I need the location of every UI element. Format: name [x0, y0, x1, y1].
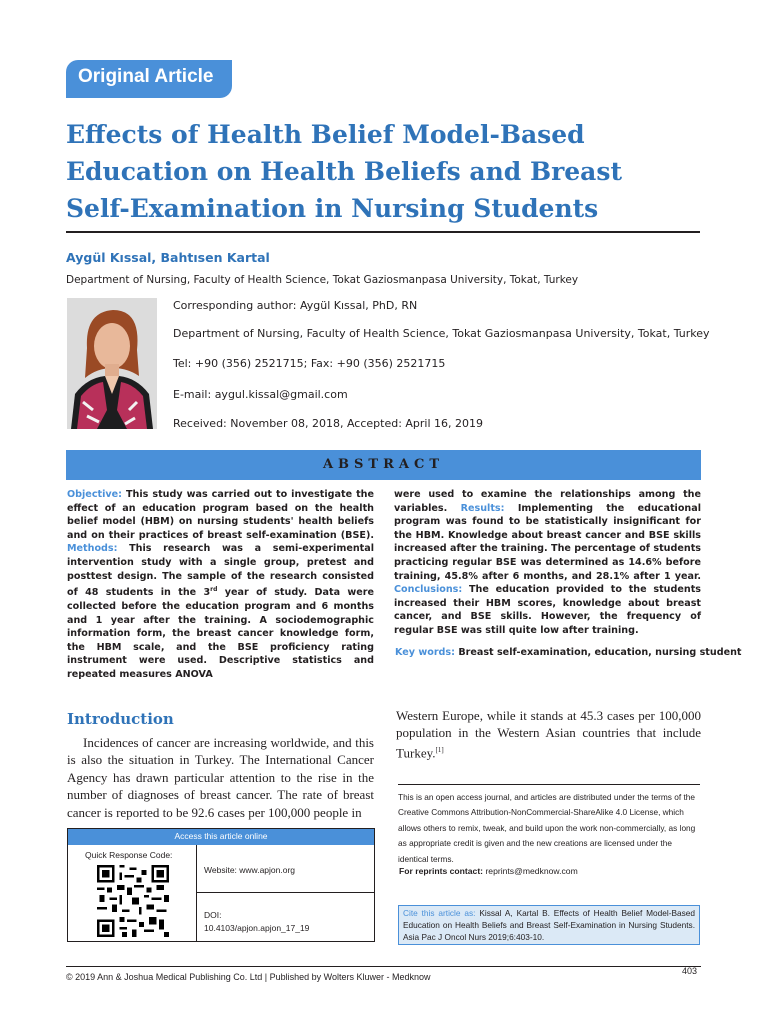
keywords — [395, 647, 742, 658]
reprints-contact — [399, 866, 578, 876]
license-notice: This is an open access journal, and articles are distributed under the terms of the Creative Commons Attribution-NonCommercial-ShareAlike 4.0 License, which allows others to remix, tweak, and build upon the work non-commercially, as long as appropriate credit is given and the new creations are licensed under the identical terms. — [398, 784, 700, 867]
keywords-label: Key words: — [395, 647, 455, 658]
methods-text-end: were used to examine the relationships among the variables. — [394, 489, 701, 514]
intro-text-col2: Western Europe, while it stands at 45.3 cases per 100,000 population in the Western Asian countries that include Turkey. — [396, 708, 701, 761]
citation-box — [398, 905, 700, 945]
author-photo — [67, 298, 157, 429]
results-label: Results: — [460, 502, 505, 514]
received-dates: Received: November 08, 2018, Accepted: April 16, 2019 — [173, 417, 484, 430]
abstract-left-column — [67, 488, 374, 682]
doi-value[interactable]: 10.4103/apjon.apjon_17_19 — [204, 923, 310, 933]
article-title — [66, 116, 686, 227]
reprints-label: For reprints contact: — [399, 866, 484, 876]
ordinal-superscript: rd — [210, 586, 218, 594]
objective-text: This study was carried out to investigate the effect of an education program based on the health belief model (HBM) on nursing students' health beliefs and on their practices of breast self-examination (BSE). — [67, 489, 375, 541]
intro-paragraph-col1: Incidences of cancer are increasing worldwide, and this is also the situation in Turkey. The International Cancer Agency has drawn particular attention to the rise in the number of diagnoses of breast cancer. The rate of breast cancer is reported to be 92.6 cases per 100,000 people in — [67, 735, 374, 820]
corresponding-author: Corresponding author: Aygül Kıssal, PhD, RN — [173, 299, 418, 312]
website-panel — [197, 845, 374, 893]
intro-paragraph-col2 — [396, 707, 701, 762]
qr-code-icon[interactable] — [97, 865, 169, 937]
authors: Aygül Kıssal, Bahtısen Kartal — [66, 250, 270, 265]
methods-label: Methods: — [67, 543, 118, 555]
conclusions-text: The education provided to the students increased their HBM scores, knowledge about breast cancer, and BSE skills. However, the frequency of regular BSE was still quite low after training. — [394, 584, 701, 636]
title-line: Self-Examination in Nursing Students — [66, 194, 599, 223]
qr-label: Quick Response Code: — [85, 850, 173, 860]
corresponding-phone: Tel: +90 (356) 2521715; Fax: +90 (356) 2521715 — [173, 357, 446, 370]
reprints-email[interactable]: reprints@medknow.com — [485, 866, 578, 876]
page-number: 403 — [682, 966, 698, 976]
keywords-text: Breast self-examination, education, nursing student — [458, 647, 742, 658]
affiliation: Department of Nursing, Faculty of Health Science, Tokat Gaziosmanpasa University, Tokat, Turkey — [66, 274, 579, 286]
title-line: Effects of Health Belief Model-Based — [66, 120, 585, 149]
section-heading-introduction: Introduction — [67, 710, 174, 728]
results-text: Implementing the educational program was found to be statistically insignificant for the HBM. Knowledge about breast cancer and BSE skills increased after the training. The percentage of students practicing regular BSE was determined as 14.6% before training, 45.8% after 6 months, and 28.1% after 1 year. — [394, 502, 702, 582]
corresponding-email: E-mail: aygul.kissal@gmail.com — [173, 388, 348, 401]
qr-panel — [68, 845, 197, 941]
cite-label: Cite this article as: — [403, 908, 476, 918]
cite-text: Kissal A, Kartal B. Effects of Health Belief Model-Based Education on Health Beliefs and Breast Self-Examination in Nursing Students. Asia Pac J Oncol Nurs 2019;6:403-10. — [403, 908, 695, 942]
abstract-right-column — [394, 488, 701, 638]
doi — [204, 909, 309, 935]
citation-ref[interactable]: [1] — [435, 745, 444, 754]
doi-label: DOI: — [204, 910, 222, 920]
access-article-box — [67, 828, 375, 942]
access-header: Access this article online — [68, 829, 374, 845]
objective-label: Objective: — [67, 489, 122, 500]
article-type-badge: Original Article — [66, 60, 232, 98]
methods-text-cont: year of study. Data were collected before the education program and 6 months and 1 year after the training. A sociodemographic information form, the breast cancer knowledge form, the HBM scale, and the BSE proficiency rating instrument were used. Descriptive statistics and repeated measures ANOVA — [67, 587, 374, 680]
corresponding-dept: Department of Nursing, Faculty of Health Science, Tokat Gaziosmanpasa University, Tokat, Turkey — [173, 327, 710, 340]
website-link[interactable]: Website: www.apjon.org — [204, 865, 296, 875]
title-rule — [66, 231, 700, 233]
footer-copyright: © 2019 Ann & Joshua Medical Publishing Co. Ltd | Published by Wolters Kluwer - Medknow — [66, 972, 431, 982]
title-line: Education on Health Beliefs and Breast — [66, 157, 622, 186]
conclusions-label: Conclusions: — [394, 584, 463, 596]
footer-rule — [66, 966, 701, 967]
methods-text: This research was a semi-experimental intervention study with a single group, pretest and posttest design. The sample of the research consisted of 48 students in the 3 — [67, 543, 374, 599]
abstract-heading: ABSTRACT — [66, 450, 701, 480]
